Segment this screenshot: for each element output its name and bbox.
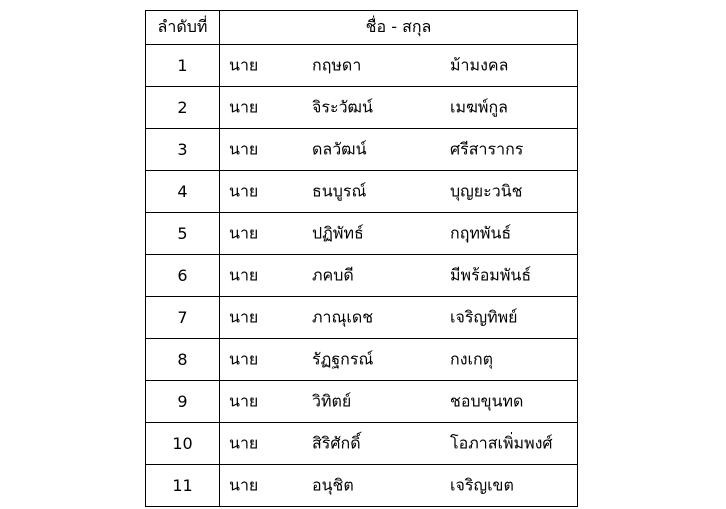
name-title: นาย	[229, 391, 259, 410]
last-name: กฤุทพันธ์	[450, 223, 512, 242]
name-title: นาย	[229, 97, 259, 116]
row-number: 2	[146, 87, 220, 129]
first-name: รัฏฐกรณ์	[312, 349, 374, 368]
table-row	[146, 171, 578, 213]
last-name: ชอบขุนทด	[450, 391, 524, 410]
first-name: วิทิตย์	[312, 391, 352, 410]
header-name: ชื่อ - สกุล	[220, 11, 578, 45]
row-number: 5	[146, 213, 220, 255]
full-name-cell	[220, 465, 578, 507]
row-number: 10	[146, 423, 220, 465]
name-title: นาย	[229, 139, 259, 158]
last-name: มีพร้อมพันธ์	[450, 265, 532, 284]
last-name: เจริญเขต	[450, 475, 514, 494]
table-body	[146, 45, 578, 507]
table-row	[146, 255, 578, 297]
first-name: ดลวัฒน์	[312, 139, 367, 158]
table-row	[146, 381, 578, 423]
last-name: เมฆพ์กูล	[450, 97, 508, 116]
row-number: 4	[146, 171, 220, 213]
table-row	[146, 339, 578, 381]
table-row	[146, 465, 578, 507]
full-name-cell	[220, 171, 578, 213]
last-name: ศรีสารากร	[450, 139, 524, 158]
name-title: นาย	[229, 181, 259, 200]
table-header-row	[146, 11, 578, 45]
first-name: ภาณุเดช	[312, 307, 374, 326]
table-row	[146, 423, 578, 465]
first-name: กฤษดา	[312, 55, 362, 74]
full-name-cell	[220, 129, 578, 171]
name-title: นาย	[229, 55, 259, 74]
name-title: นาย	[229, 307, 259, 326]
row-number: 6	[146, 255, 220, 297]
last-name: เจริญทิพย์	[450, 307, 518, 326]
full-name-cell	[220, 381, 578, 423]
first-name: สิริศักดิ์	[312, 433, 361, 452]
table-row	[146, 297, 578, 339]
full-name-cell	[220, 87, 578, 129]
name-title: นาย	[229, 433, 259, 452]
name-title: นาย	[229, 475, 259, 494]
table-row	[146, 129, 578, 171]
row-number: 11	[146, 465, 220, 507]
first-name: อนุชิต	[312, 475, 354, 494]
last-name: โอภาสเพิ่มพงศ์	[450, 433, 553, 452]
last-name: บุญยะวนิช	[450, 181, 523, 200]
full-name-cell	[220, 297, 578, 339]
table-row	[146, 87, 578, 129]
name-list-table	[145, 10, 578, 507]
full-name-cell	[220, 423, 578, 465]
name-title: นาย	[229, 349, 259, 368]
table-row	[146, 45, 578, 87]
first-name: ภคบดี	[312, 265, 354, 284]
full-name-cell	[220, 339, 578, 381]
first-name: จิระวัฒน์	[312, 97, 373, 116]
first-name: ปฏิพัทธ์	[312, 223, 364, 242]
last-name: ม้ามงคล	[450, 55, 509, 74]
row-number: 7	[146, 297, 220, 339]
row-number: 1	[146, 45, 220, 87]
name-title: นาย	[229, 265, 259, 284]
row-number: 8	[146, 339, 220, 381]
row-number: 9	[146, 381, 220, 423]
header-order: ลำดับที่	[146, 11, 220, 45]
table-row	[146, 213, 578, 255]
first-name: ธนบูรณ์	[312, 181, 367, 200]
full-name-cell	[220, 255, 578, 297]
row-number: 3	[146, 129, 220, 171]
full-name-cell	[220, 213, 578, 255]
last-name: กงเกตุ	[450, 349, 494, 368]
name-title: นาย	[229, 223, 259, 242]
full-name-cell	[220, 45, 578, 87]
